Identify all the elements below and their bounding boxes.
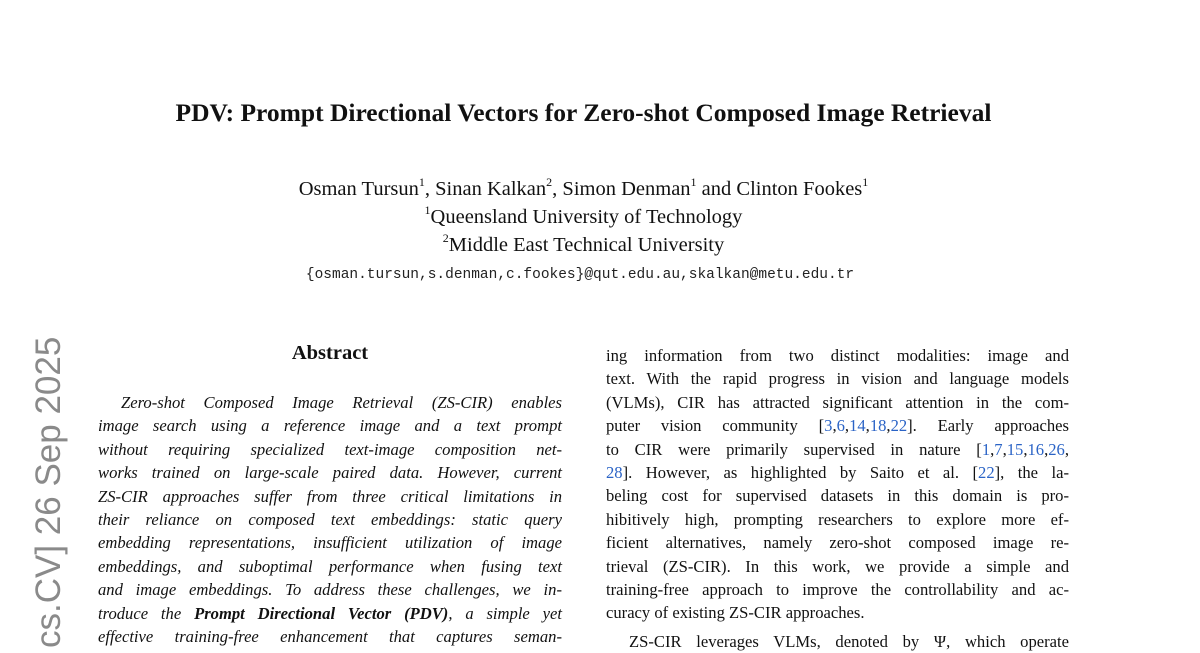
abstract-body (98, 391, 562, 648)
affiliation-mark: 2 (546, 175, 553, 189)
citation-link[interactable]: 15 (1006, 439, 1024, 459)
affiliation-2 (0, 231, 1167, 257)
author-name: Simon Denman (562, 178, 691, 200)
affiliation-mark: 1 (690, 175, 697, 189)
author-name: Osman Tursun (298, 178, 419, 200)
affiliation-mark: 1 (418, 175, 425, 189)
abstract-line: ZS-CIR approaches suffer from three critical limitations in (98, 486, 562, 506)
abstract-line: works trained on large-scale paired data. However, current (98, 463, 562, 483)
intro-line: training-free approach to improve the controllability and ac- (606, 579, 1069, 599)
citation-link[interactable]: 6 (836, 416, 845, 436)
citation-link[interactable]: 16 (1027, 439, 1045, 459)
intro-line: to CIR were primarily supervised in nature [1,7,15,16,26, (606, 439, 1069, 459)
paper-title: PDV: Prompt Directional Vectors for Zero-shot Composed Image Retrieval (175, 98, 992, 127)
author-list: Osman Tursun$^1$, Sinan Kalkan$^2$, Simon Denman$^1$ and Clinton Fookes$^1$ (298, 175, 869, 200)
text-run: to CIR were primarily supervised in nature [ (606, 439, 982, 459)
citation-link[interactable]: 28 (606, 462, 623, 482)
abstract-heading: Abstract (291, 342, 369, 364)
abstract-line: effective training-free enhancement that captures seman- (98, 626, 562, 646)
intro-line: text. With the rapid progress in vision and language models (606, 369, 1069, 389)
abstract-line: embedding representations, insufficient utilization of image (98, 533, 562, 553)
text-run: ]. However, as highlighted by Saito et al. [ (622, 462, 979, 482)
affiliation-name: Middle East Technical University (448, 234, 725, 256)
text-run: troduce the (98, 603, 195, 623)
author-name: Clinton Fookes (736, 178, 863, 200)
text-run: , (1064, 439, 1069, 459)
citation-link[interactable]: 1 (981, 439, 991, 459)
citation-link[interactable]: 3 (824, 416, 833, 436)
affiliation-mark: 1 (862, 175, 869, 189)
citation-link[interactable]: 7 (994, 439, 1003, 459)
text-run: ], the la- (994, 462, 1070, 482)
abstract-line: image search using a reference image and a text prompt (98, 416, 562, 436)
citation-link[interactable]: 22 (890, 416, 908, 436)
arxiv-stamp: cs.CV] 26 Sep 2025 (29, 336, 68, 648)
abstract-line: Zero-shot Composed Image Retrieval (ZS-CIR) enables (121, 393, 562, 412)
intro-line: ficient alternatives, namely zero-shot composed image re- (606, 533, 1069, 553)
abstract-line: and image embeddings. To address these challenges, we in- (98, 580, 562, 600)
intro-line: puter vision community [3,6,14,18,22]. Early approaches (606, 416, 1069, 436)
text-run: puter vision community [ (606, 416, 825, 436)
text-run: , a simple yet (448, 603, 562, 623)
intro-line: trieval (ZS-CIR). In this work, we provide a simple and (606, 556, 1069, 576)
citation-link[interactable]: 14 (849, 416, 866, 436)
intro-line: curacy of existing ZS-CIR approaches. (606, 603, 865, 623)
method-name-bold: Prompt Directional Vector (PDV) (194, 603, 449, 623)
text-run: ]. Early approaches (907, 416, 1069, 436)
abstract-line: their reliance on composed text embeddings: static query (98, 509, 562, 529)
affiliation-1 (0, 203, 1167, 229)
intro-line: ZS-CIR leverages VLMs, denoted by Ψ, which operate (629, 631, 1069, 651)
intro-line: beling cost for supervised datasets in this domain is pro- (606, 486, 1069, 506)
intro-line: (VLMs), CIR has attracted significant attention in the com- (606, 392, 1069, 412)
author-emails: {osman.tursun,s.denman,c.fookes}@qut.edu.au,skalkan@metu.edu.tr (305, 267, 855, 283)
intro-body (606, 344, 1069, 653)
intro-line: ing information from two distinct modalities: image and (606, 346, 1069, 365)
affiliation-number: 2 (442, 231, 449, 245)
intro-line: hibitively high, prompting researchers to explore more ef- (606, 509, 1069, 529)
affiliation-name: Queensland University of Technology (430, 206, 743, 228)
intro-line (606, 461, 1069, 484)
citation-link[interactable]: 18 (869, 416, 887, 436)
abstract-line (98, 602, 562, 625)
citation-link[interactable]: 22 (978, 462, 995, 482)
abstract-line: without requiring specialized text-image composition net- (98, 439, 562, 459)
author-name: Sinan Kalkan (435, 178, 547, 200)
abstract-line: embeddings, and suboptimal performance when fusing text (98, 556, 562, 576)
citation-link[interactable]: 26 (1048, 439, 1065, 459)
affiliation-number: 1 (424, 203, 431, 217)
